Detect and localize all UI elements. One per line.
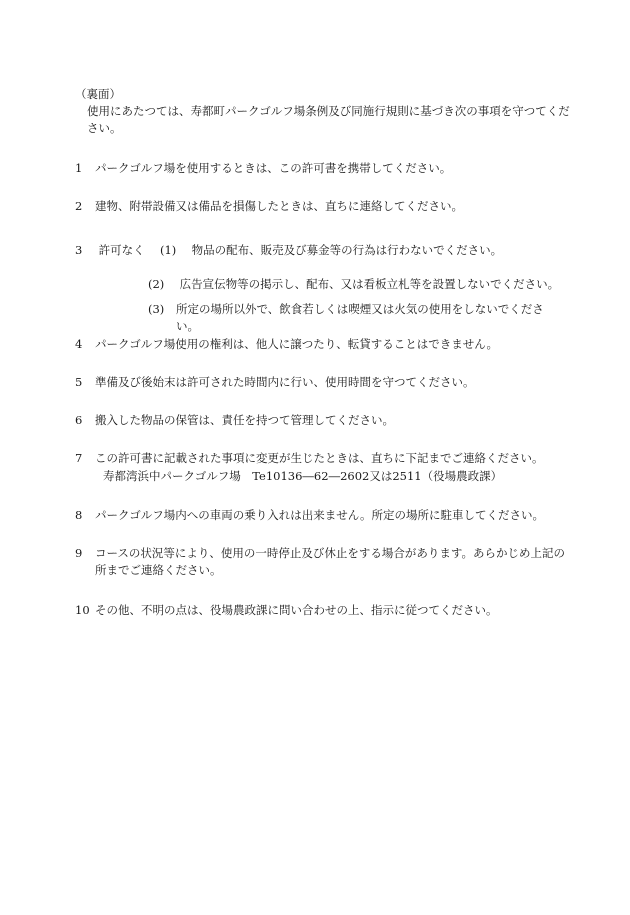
item-number: 9 [75,546,83,560]
item-number: 5 [75,375,83,389]
item-lead: 許可なく [98,243,145,257]
list-item-2 [75,198,567,215]
item-text: パークゴルフ場内への車両の乗り入れは出来ません。所定の場所に駐車してください。 [95,508,544,522]
item-text: コースの状況等により、使用の一時停止及び休止をする場合があります。あらかじめ上記の所までご連絡ください。 [95,546,565,577]
item-number: 3 [75,243,83,257]
sub-item-number: (3) [148,302,165,316]
list-item-8 [75,507,567,524]
list-item-5 [75,374,567,391]
list-item-3 [75,242,567,259]
item-number: 8 [75,508,83,522]
list-item-6 [75,412,567,429]
sub-item-text: 広告宣伝物等の掲示し、配布、又は看板立札等を設置しないでください。 [179,277,560,291]
item-text: その他、不明の点は、役場農政課に問い合わせの上、指示に従つてください。 [95,603,498,617]
list-item-10 [75,602,567,619]
intro-paragraph: 使用にあたつては、寿都町パークゴルフ場条例及び同施行規則に基づき次の事項を守つてください。 [87,104,570,135]
item-text: パークゴルフ場使用の権利は、他人に譲つたり、転貸することはできません。 [95,337,498,351]
list-item-9 [75,545,567,578]
sub-item-number: (1) [159,243,177,257]
item-number: 10 [75,603,90,617]
item-text: パークゴルフ場を使用するときは、この許可書を携帯してください。 [95,161,452,175]
item-text: この許可書に記載された事項に変更が生じたときは、直ちに下記までご連絡ください。 [95,451,544,465]
item-number: 4 [75,337,83,351]
sub-item-text: 所定の場所以外で、飲食若しくは喫煙又は火気の使用をしないでください。 [176,302,544,333]
sub-item-2 [148,276,563,293]
item-text: 搬入した物品の保管は、責任を持つて管理してください。 [95,413,394,427]
sub-item-number: (2) [148,277,165,291]
list-item-7 [75,450,567,467]
item-text: 建物、附帯設備又は備品を損傷したときは、直ちに連絡してください。 [95,199,463,213]
sub-item-text: 物品の配布、販売及び募金等の行為は行わないでください。 [191,243,503,257]
item-text: 準備及び後始末は許可された時間内に行い、使用時間を守つてください。 [95,375,475,389]
item-number: 1 [75,161,83,175]
page-header: （裏面） [75,87,121,101]
sub-item-3 [148,301,563,334]
item-number: 7 [75,451,83,465]
item-number: 6 [75,413,83,427]
list-item-4 [75,336,567,353]
list-item-1 [75,160,567,177]
contact-line: 寿都湾浜中パークゴルフ場 Te10136―62―2602又は2511（役場農政課） [103,469,503,483]
item-number: 2 [75,199,83,213]
